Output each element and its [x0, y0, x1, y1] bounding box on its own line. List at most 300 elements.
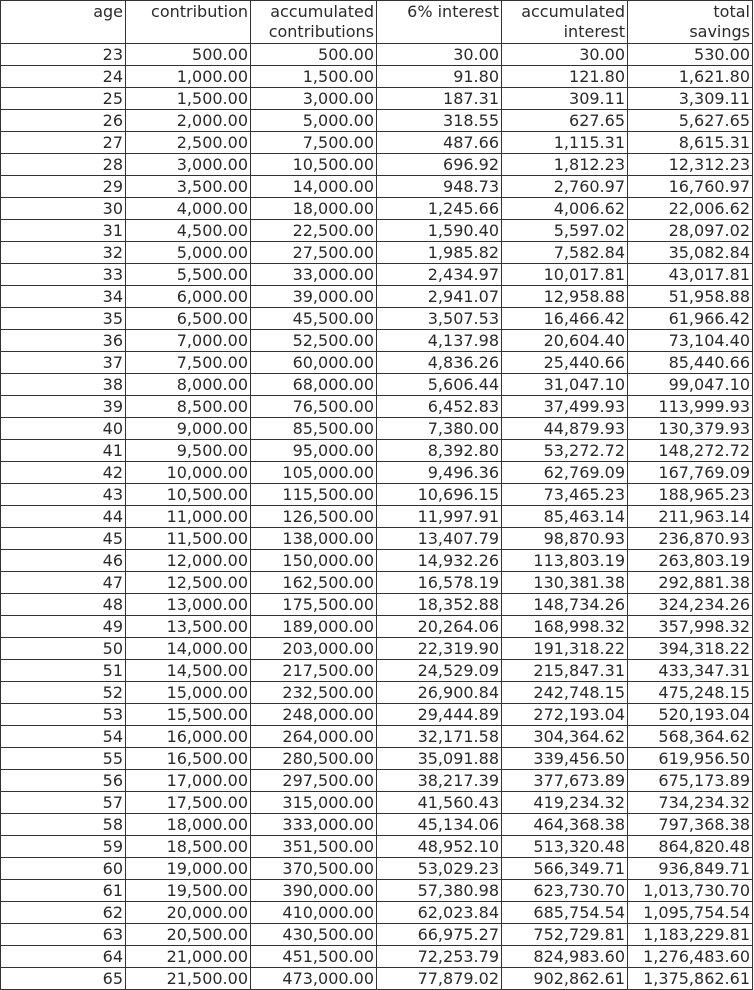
cell-contribution: 15,500.00	[126, 704, 251, 726]
cell-age: 56	[1, 770, 126, 792]
table-row	[1, 704, 753, 726]
cell-total-savings: 28,097.02	[628, 220, 753, 242]
cell-age: 42	[1, 462, 126, 484]
cell-accumulated-contributions: 390,000.00	[251, 880, 377, 902]
cell-accumulated-interest: 73,465.23	[502, 484, 628, 506]
cell-contribution: 1,500.00	[126, 88, 251, 110]
cell-age: 29	[1, 176, 126, 198]
cell-accumulated-interest: 4,006.62	[502, 198, 628, 220]
cell-accumulated-interest: 902,862.61	[502, 968, 628, 990]
cell-total-savings: 1,375,862.61	[628, 968, 753, 990]
cell-accumulated-contributions: 232,500.00	[251, 682, 377, 704]
table-row	[1, 550, 753, 572]
table-row	[1, 660, 753, 682]
table-row	[1, 220, 753, 242]
cell-accumulated-interest: 566,349.71	[502, 858, 628, 880]
table-row	[1, 594, 753, 616]
cell-accumulated-interest: 272,193.04	[502, 704, 628, 726]
cell-accumulated-interest: 304,364.62	[502, 726, 628, 748]
cell-total-savings: 99,047.10	[628, 374, 753, 396]
cell-age: 25	[1, 88, 126, 110]
cell-accumulated-contributions: 45,500.00	[251, 308, 377, 330]
cell-age: 38	[1, 374, 126, 396]
cell-total-savings: 22,006.62	[628, 198, 753, 220]
cell-total-savings: 797,368.38	[628, 814, 753, 836]
cell-interest: 66,975.27	[377, 924, 502, 946]
table-row	[1, 286, 753, 308]
cell-accumulated-interest: 62,769.09	[502, 462, 628, 484]
cell-interest: 2,941.07	[377, 286, 502, 308]
cell-contribution: 11,000.00	[126, 506, 251, 528]
cell-total-savings: 1,183,229.81	[628, 924, 753, 946]
table-row	[1, 792, 753, 814]
cell-accumulated-contributions: 105,000.00	[251, 462, 377, 484]
cell-interest: 26,900.84	[377, 682, 502, 704]
cell-accumulated-contributions: 264,000.00	[251, 726, 377, 748]
cell-contribution: 20,500.00	[126, 924, 251, 946]
cell-contribution: 21,000.00	[126, 946, 251, 968]
cell-age: 49	[1, 616, 126, 638]
table-row	[1, 66, 753, 88]
table-row	[1, 506, 753, 528]
cell-age: 53	[1, 704, 126, 726]
cell-contribution: 500.00	[126, 44, 251, 66]
cell-total-savings: 130,379.93	[628, 418, 753, 440]
cell-age: 64	[1, 946, 126, 968]
cell-interest: 7,380.00	[377, 418, 502, 440]
cell-age: 45	[1, 528, 126, 550]
table-row	[1, 528, 753, 550]
cell-interest: 6,452.83	[377, 396, 502, 418]
cell-accumulated-interest: 824,983.60	[502, 946, 628, 968]
cell-accumulated-contributions: 280,500.00	[251, 748, 377, 770]
table-row	[1, 484, 753, 506]
cell-contribution: 19,500.00	[126, 880, 251, 902]
cell-total-savings: 619,956.50	[628, 748, 753, 770]
cell-total-savings: 85,440.66	[628, 352, 753, 374]
cell-total-savings: 864,820.48	[628, 836, 753, 858]
cell-accumulated-interest: 85,463.14	[502, 506, 628, 528]
header-accumulated-interest: accumulated interest	[502, 1, 628, 44]
cell-accumulated-interest: 121.80	[502, 66, 628, 88]
cell-accumulated-interest: 339,456.50	[502, 748, 628, 770]
cell-accumulated-interest: 752,729.81	[502, 924, 628, 946]
cell-interest: 57,380.98	[377, 880, 502, 902]
cell-accumulated-contributions: 333,000.00	[251, 814, 377, 836]
header-row	[1, 1, 753, 44]
cell-age: 55	[1, 748, 126, 770]
cell-contribution: 16,500.00	[126, 748, 251, 770]
cell-total-savings: 73,104.40	[628, 330, 753, 352]
cell-total-savings: 292,881.38	[628, 572, 753, 594]
table-row	[1, 154, 753, 176]
cell-accumulated-interest: 10,017.81	[502, 264, 628, 286]
cell-contribution: 3,000.00	[126, 154, 251, 176]
cell-contribution: 6,500.00	[126, 308, 251, 330]
cell-total-savings: 675,173.89	[628, 770, 753, 792]
cell-interest: 77,879.02	[377, 968, 502, 990]
cell-total-savings: 43,017.81	[628, 264, 753, 286]
cell-accumulated-contributions: 7,500.00	[251, 132, 377, 154]
cell-contribution: 4,000.00	[126, 198, 251, 220]
cell-total-savings: 1,095,754.54	[628, 902, 753, 924]
cell-total-savings: 1,621.80	[628, 66, 753, 88]
table-body	[1, 44, 753, 990]
table-row	[1, 352, 753, 374]
cell-contribution: 6,000.00	[126, 286, 251, 308]
cell-interest: 948.73	[377, 176, 502, 198]
cell-accumulated-contributions: 203,000.00	[251, 638, 377, 660]
cell-accumulated-contributions: 85,500.00	[251, 418, 377, 440]
table-row	[1, 946, 753, 968]
table-row	[1, 330, 753, 352]
table-row	[1, 902, 753, 924]
header-accumulated-contributions: accumulated contributions	[251, 1, 377, 44]
cell-total-savings: 3,309.11	[628, 88, 753, 110]
cell-accumulated-contributions: 500.00	[251, 44, 377, 66]
cell-total-savings: 5,627.65	[628, 110, 753, 132]
cell-interest: 62,023.84	[377, 902, 502, 924]
cell-interest: 29,444.89	[377, 704, 502, 726]
cell-age: 52	[1, 682, 126, 704]
cell-accumulated-interest: 513,320.48	[502, 836, 628, 858]
cell-accumulated-contributions: 189,000.00	[251, 616, 377, 638]
cell-contribution: 19,000.00	[126, 858, 251, 880]
cell-interest: 91.80	[377, 66, 502, 88]
cell-contribution: 17,500.00	[126, 792, 251, 814]
cell-interest: 4,836.26	[377, 352, 502, 374]
cell-contribution: 13,500.00	[126, 616, 251, 638]
cell-accumulated-contributions: 76,500.00	[251, 396, 377, 418]
cell-age: 33	[1, 264, 126, 286]
cell-accumulated-contributions: 351,500.00	[251, 836, 377, 858]
table-row	[1, 572, 753, 594]
table-row	[1, 616, 753, 638]
cell-total-savings: 936,849.71	[628, 858, 753, 880]
cell-total-savings: 433,347.31	[628, 660, 753, 682]
cell-total-savings: 394,318.22	[628, 638, 753, 660]
cell-interest: 35,091.88	[377, 748, 502, 770]
cell-interest: 487.66	[377, 132, 502, 154]
cell-accumulated-contributions: 430,500.00	[251, 924, 377, 946]
cell-accumulated-interest: 5,597.02	[502, 220, 628, 242]
cell-accumulated-interest: 191,318.22	[502, 638, 628, 660]
cell-age: 26	[1, 110, 126, 132]
cell-interest: 1,245.66	[377, 198, 502, 220]
cell-age: 39	[1, 396, 126, 418]
cell-accumulated-contributions: 60,000.00	[251, 352, 377, 374]
cell-age: 28	[1, 154, 126, 176]
cell-age: 50	[1, 638, 126, 660]
cell-accumulated-interest: 25,440.66	[502, 352, 628, 374]
table-row	[1, 308, 753, 330]
table-row	[1, 110, 753, 132]
table-row	[1, 770, 753, 792]
cell-age: 44	[1, 506, 126, 528]
cell-total-savings: 520,193.04	[628, 704, 753, 726]
cell-total-savings: 263,803.19	[628, 550, 753, 572]
cell-accumulated-contributions: 68,000.00	[251, 374, 377, 396]
cell-contribution: 9,000.00	[126, 418, 251, 440]
table-header	[1, 1, 753, 44]
table-row	[1, 198, 753, 220]
cell-age: 24	[1, 66, 126, 88]
table-row	[1, 132, 753, 154]
cell-accumulated-contributions: 473,000.00	[251, 968, 377, 990]
cell-interest: 13,407.79	[377, 528, 502, 550]
cell-interest: 3,507.53	[377, 308, 502, 330]
cell-accumulated-interest: 12,958.88	[502, 286, 628, 308]
cell-accumulated-interest: 1,115.31	[502, 132, 628, 154]
cell-total-savings: 61,966.42	[628, 308, 753, 330]
cell-interest: 1,590.40	[377, 220, 502, 242]
cell-interest: 45,134.06	[377, 814, 502, 836]
cell-total-savings: 12,312.23	[628, 154, 753, 176]
cell-accumulated-contributions: 248,000.00	[251, 704, 377, 726]
cell-contribution: 15,000.00	[126, 682, 251, 704]
cell-contribution: 18,500.00	[126, 836, 251, 858]
cell-contribution: 8,000.00	[126, 374, 251, 396]
cell-contribution: 21,500.00	[126, 968, 251, 990]
table-row	[1, 682, 753, 704]
header-interest: 6% interest	[377, 1, 502, 44]
cell-contribution: 20,000.00	[126, 902, 251, 924]
cell-interest: 5,606.44	[377, 374, 502, 396]
cell-contribution: 14,500.00	[126, 660, 251, 682]
cell-interest: 53,029.23	[377, 858, 502, 880]
cell-interest: 187.31	[377, 88, 502, 110]
cell-interest: 32,171.58	[377, 726, 502, 748]
cell-accumulated-interest: 215,847.31	[502, 660, 628, 682]
cell-interest: 696.92	[377, 154, 502, 176]
cell-age: 61	[1, 880, 126, 902]
cell-total-savings: 1,276,483.60	[628, 946, 753, 968]
cell-age: 57	[1, 792, 126, 814]
cell-accumulated-contributions: 10,500.00	[251, 154, 377, 176]
cell-interest: 48,952.10	[377, 836, 502, 858]
cell-interest: 11,997.91	[377, 506, 502, 528]
cell-accumulated-contributions: 33,000.00	[251, 264, 377, 286]
header-total-savings: total savings	[628, 1, 753, 44]
cell-age: 58	[1, 814, 126, 836]
cell-age: 30	[1, 198, 126, 220]
cell-accumulated-contributions: 52,500.00	[251, 330, 377, 352]
cell-age: 51	[1, 660, 126, 682]
cell-interest: 9,496.36	[377, 462, 502, 484]
cell-accumulated-interest: 242,748.15	[502, 682, 628, 704]
cell-age: 48	[1, 594, 126, 616]
cell-contribution: 1,000.00	[126, 66, 251, 88]
table-row	[1, 968, 753, 990]
cell-accumulated-interest: 168,998.32	[502, 616, 628, 638]
cell-accumulated-interest: 20,604.40	[502, 330, 628, 352]
cell-age: 23	[1, 44, 126, 66]
cell-accumulated-interest: 1,812.23	[502, 154, 628, 176]
cell-total-savings: 324,234.26	[628, 594, 753, 616]
cell-interest: 1,985.82	[377, 242, 502, 264]
cell-interest: 8,392.80	[377, 440, 502, 462]
cell-age: 46	[1, 550, 126, 572]
cell-interest: 20,264.06	[377, 616, 502, 638]
cell-interest: 72,253.79	[377, 946, 502, 968]
cell-interest: 22,319.90	[377, 638, 502, 660]
cell-accumulated-interest: 309.11	[502, 88, 628, 110]
cell-accumulated-interest: 44,879.93	[502, 418, 628, 440]
cell-accumulated-interest: 419,234.32	[502, 792, 628, 814]
cell-total-savings: 113,999.93	[628, 396, 753, 418]
cell-total-savings: 568,364.62	[628, 726, 753, 748]
cell-total-savings: 16,760.97	[628, 176, 753, 198]
cell-accumulated-contributions: 18,000.00	[251, 198, 377, 220]
cell-age: 63	[1, 924, 126, 946]
cell-contribution: 2,000.00	[126, 110, 251, 132]
cell-contribution: 10,000.00	[126, 462, 251, 484]
cell-age: 60	[1, 858, 126, 880]
cell-age: 27	[1, 132, 126, 154]
cell-contribution: 16,000.00	[126, 726, 251, 748]
cell-total-savings: 734,234.32	[628, 792, 753, 814]
cell-accumulated-contributions: 115,500.00	[251, 484, 377, 506]
cell-age: 40	[1, 418, 126, 440]
cell-age: 32	[1, 242, 126, 264]
cell-accumulated-interest: 98,870.93	[502, 528, 628, 550]
cell-accumulated-interest: 130,381.38	[502, 572, 628, 594]
cell-interest: 14,932.26	[377, 550, 502, 572]
cell-accumulated-interest: 31,047.10	[502, 374, 628, 396]
cell-total-savings: 357,998.32	[628, 616, 753, 638]
cell-total-savings: 148,272.72	[628, 440, 753, 462]
cell-total-savings: 475,248.15	[628, 682, 753, 704]
table-row	[1, 858, 753, 880]
cell-accumulated-contributions: 175,500.00	[251, 594, 377, 616]
cell-age: 41	[1, 440, 126, 462]
cell-accumulated-interest: 113,803.19	[502, 550, 628, 572]
cell-accumulated-interest: 53,272.72	[502, 440, 628, 462]
cell-interest: 24,529.09	[377, 660, 502, 682]
cell-contribution: 18,000.00	[126, 814, 251, 836]
cell-accumulated-contributions: 14,000.00	[251, 176, 377, 198]
table-row	[1, 924, 753, 946]
table-row	[1, 264, 753, 286]
cell-accumulated-interest: 623,730.70	[502, 880, 628, 902]
cell-accumulated-contributions: 39,000.00	[251, 286, 377, 308]
cell-age: 65	[1, 968, 126, 990]
cell-age: 35	[1, 308, 126, 330]
cell-accumulated-contributions: 297,500.00	[251, 770, 377, 792]
cell-contribution: 9,500.00	[126, 440, 251, 462]
cell-accumulated-interest: 685,754.54	[502, 902, 628, 924]
cell-accumulated-contributions: 5,000.00	[251, 110, 377, 132]
cell-contribution: 14,000.00	[126, 638, 251, 660]
cell-age: 37	[1, 352, 126, 374]
cell-accumulated-contributions: 22,500.00	[251, 220, 377, 242]
table-row	[1, 748, 753, 770]
cell-accumulated-interest: 2,760.97	[502, 176, 628, 198]
cell-accumulated-contributions: 410,000.00	[251, 902, 377, 924]
table-row	[1, 880, 753, 902]
cell-contribution: 5,000.00	[126, 242, 251, 264]
cell-accumulated-contributions: 451,500.00	[251, 946, 377, 968]
table-row	[1, 726, 753, 748]
cell-total-savings: 530.00	[628, 44, 753, 66]
cell-accumulated-contributions: 162,500.00	[251, 572, 377, 594]
cell-age: 34	[1, 286, 126, 308]
cell-age: 59	[1, 836, 126, 858]
cell-accumulated-interest: 37,499.93	[502, 396, 628, 418]
cell-accumulated-contributions: 150,000.00	[251, 550, 377, 572]
cell-interest: 41,560.43	[377, 792, 502, 814]
cell-accumulated-contributions: 95,000.00	[251, 440, 377, 462]
table-row	[1, 440, 753, 462]
cell-accumulated-contributions: 138,000.00	[251, 528, 377, 550]
cell-interest: 38,217.39	[377, 770, 502, 792]
cell-age: 47	[1, 572, 126, 594]
cell-age: 62	[1, 902, 126, 924]
table-row	[1, 418, 753, 440]
cell-total-savings: 167,769.09	[628, 462, 753, 484]
cell-total-savings: 1,013,730.70	[628, 880, 753, 902]
table-row	[1, 814, 753, 836]
cell-contribution: 10,500.00	[126, 484, 251, 506]
header-age: age	[1, 1, 126, 44]
cell-total-savings: 211,963.14	[628, 506, 753, 528]
table-row	[1, 88, 753, 110]
table-row	[1, 836, 753, 858]
cell-contribution: 7,000.00	[126, 330, 251, 352]
cell-interest: 30.00	[377, 44, 502, 66]
cell-accumulated-contributions: 217,500.00	[251, 660, 377, 682]
cell-contribution: 12,500.00	[126, 572, 251, 594]
table-row	[1, 44, 753, 66]
cell-contribution: 8,500.00	[126, 396, 251, 418]
cell-age: 43	[1, 484, 126, 506]
cell-contribution: 5,500.00	[126, 264, 251, 286]
cell-total-savings: 35,082.84	[628, 242, 753, 264]
cell-accumulated-interest: 377,673.89	[502, 770, 628, 792]
cell-interest: 2,434.97	[377, 264, 502, 286]
cell-accumulated-contributions: 3,000.00	[251, 88, 377, 110]
cell-age: 54	[1, 726, 126, 748]
cell-accumulated-contributions: 126,500.00	[251, 506, 377, 528]
cell-accumulated-interest: 30.00	[502, 44, 628, 66]
cell-total-savings: 236,870.93	[628, 528, 753, 550]
cell-contribution: 3,500.00	[126, 176, 251, 198]
cell-accumulated-interest: 464,368.38	[502, 814, 628, 836]
cell-interest: 4,137.98	[377, 330, 502, 352]
cell-accumulated-interest: 627.65	[502, 110, 628, 132]
cell-contribution: 17,000.00	[126, 770, 251, 792]
cell-contribution: 4,500.00	[126, 220, 251, 242]
cell-interest: 10,696.15	[377, 484, 502, 506]
cell-interest: 318.55	[377, 110, 502, 132]
table-row	[1, 396, 753, 418]
cell-interest: 18,352.88	[377, 594, 502, 616]
cell-age: 36	[1, 330, 126, 352]
cell-total-savings: 188,965.23	[628, 484, 753, 506]
cell-contribution: 12,000.00	[126, 550, 251, 572]
cell-interest: 16,578.19	[377, 572, 502, 594]
table-row	[1, 176, 753, 198]
table-row	[1, 462, 753, 484]
cell-total-savings: 51,958.88	[628, 286, 753, 308]
cell-accumulated-interest: 7,582.84	[502, 242, 628, 264]
cell-accumulated-contributions: 27,500.00	[251, 242, 377, 264]
cell-contribution: 11,500.00	[126, 528, 251, 550]
cell-accumulated-contributions: 315,000.00	[251, 792, 377, 814]
cell-contribution: 7,500.00	[126, 352, 251, 374]
cell-accumulated-contributions: 1,500.00	[251, 66, 377, 88]
cell-contribution: 13,000.00	[126, 594, 251, 616]
